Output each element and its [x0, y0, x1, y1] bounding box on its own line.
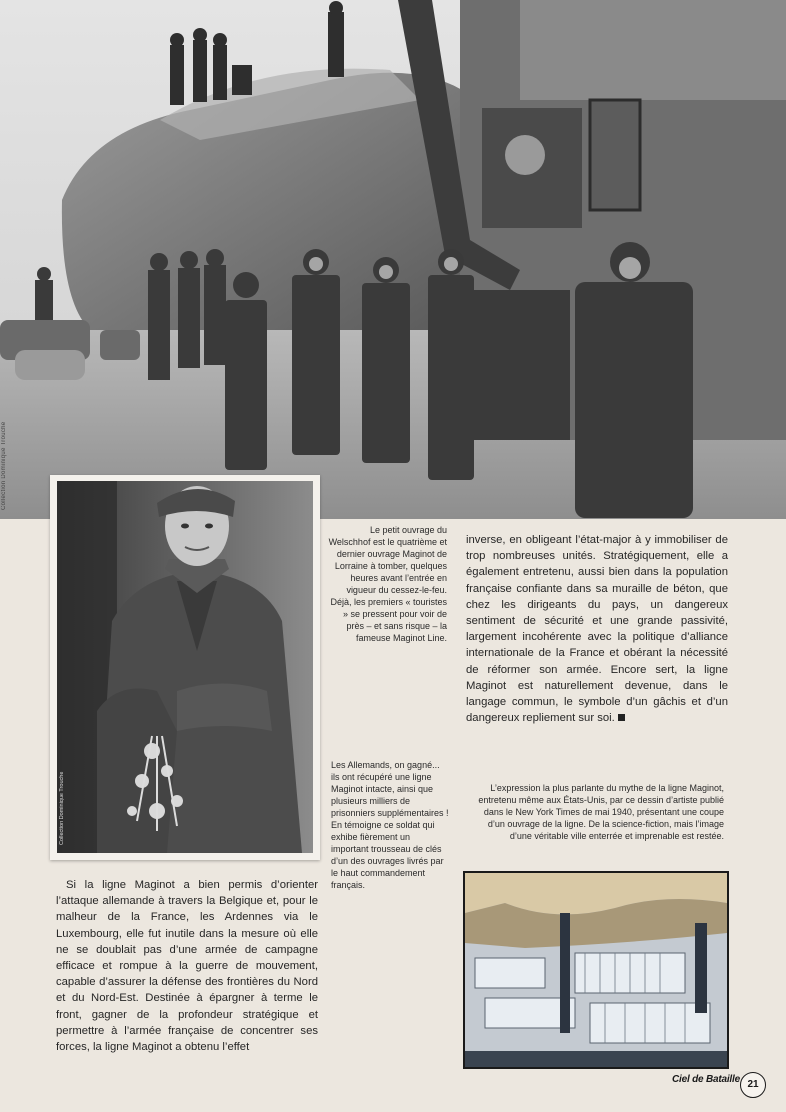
caption-portrait-photo: Les Allemands, on gagné... ils ont récupéré une ligne Maginot intacte, ainsi que plusieurs milliers de prisonniers supplémentaires ! En témoigne ce soldat qui exhibe fièrement un important trousseau de clés d’un des ouvrages livrés par le haut commandement français.: [331, 760, 449, 890]
body-text-left-column: Si la ligne Maginot a bien permis d’orienter l’attaque allemande à travers la Belgique et, pour le malheur de la France, les Ardennes via le Luxembourg, elle fut inutile dans la mesure où elle ne se doublait pas d’une armée de campagne efficace et rompue à la guerre de mouvement, capable d’assurer la défense des frontières du Nord et du Nord-Est. Destinée à épargner à terme le front, gagner de la profondeur stratégique et permettre à l’armée française de concentrer ses forces, la ligne Maginot a obtenu l’effet: [56, 879, 318, 1054]
portrait-photo-credit: Collection Dominique Trouche: [59, 771, 65, 845]
maginot-cross-section-illustration: [463, 871, 729, 1069]
top-photo: [0, 0, 786, 519]
caption-bunker-photo: Le petit ouvrage du Welschhof est le quatrième et dernier ouvrage Maginot de Lorraine à tomber, quelques heures avant l’entrée en vigueur du cessez-le-feu. Déjà, les premiers « touristes » se pressent pour voir de près – et sans risque – la fameuse Maginot Line.: [328, 525, 447, 643]
photo-credit: Collection Dominique Trouche: [1, 421, 7, 510]
portrait-photo: [57, 481, 313, 853]
end-of-article-mark: [618, 714, 625, 721]
page-number: 21: [740, 1072, 766, 1098]
caption-illustration: L’expression la plus parlante du mythe de la ligne Maginot, entretenu même aux États-Unis, par ce dessin d’artiste publié dans le New York Times de mai 1940, présentant une coupe d’un ouvrage de la ligne. De la science-fiction, mais l’image d’une véritable ville enterrée et imprenable est restée.: [478, 783, 724, 841]
body-text: inverse, en obligeant l’état-major à y immobiliser de trop nombreuses unités. Stratégiquement, elle a également entretenu, aussi bien dans la population française confiante dans sa muraille de béton, que chez les dirigeants du pays, un dangereux sentiment de sécurité et une grande passivité, largement incohérente avec la politique d’alliance internationale de la France et obérant la nécessité de réformer son armée. Encore sert, la ligne Maginot est naturellement devenue, dans le langage commun, le symbole d’un gâchis et d’un dangereux repliement sur soi.: [466, 534, 728, 725]
magazine-brand: Ciel de Bataille: [672, 1074, 740, 1085]
body-text-right-column: [466, 532, 728, 726]
